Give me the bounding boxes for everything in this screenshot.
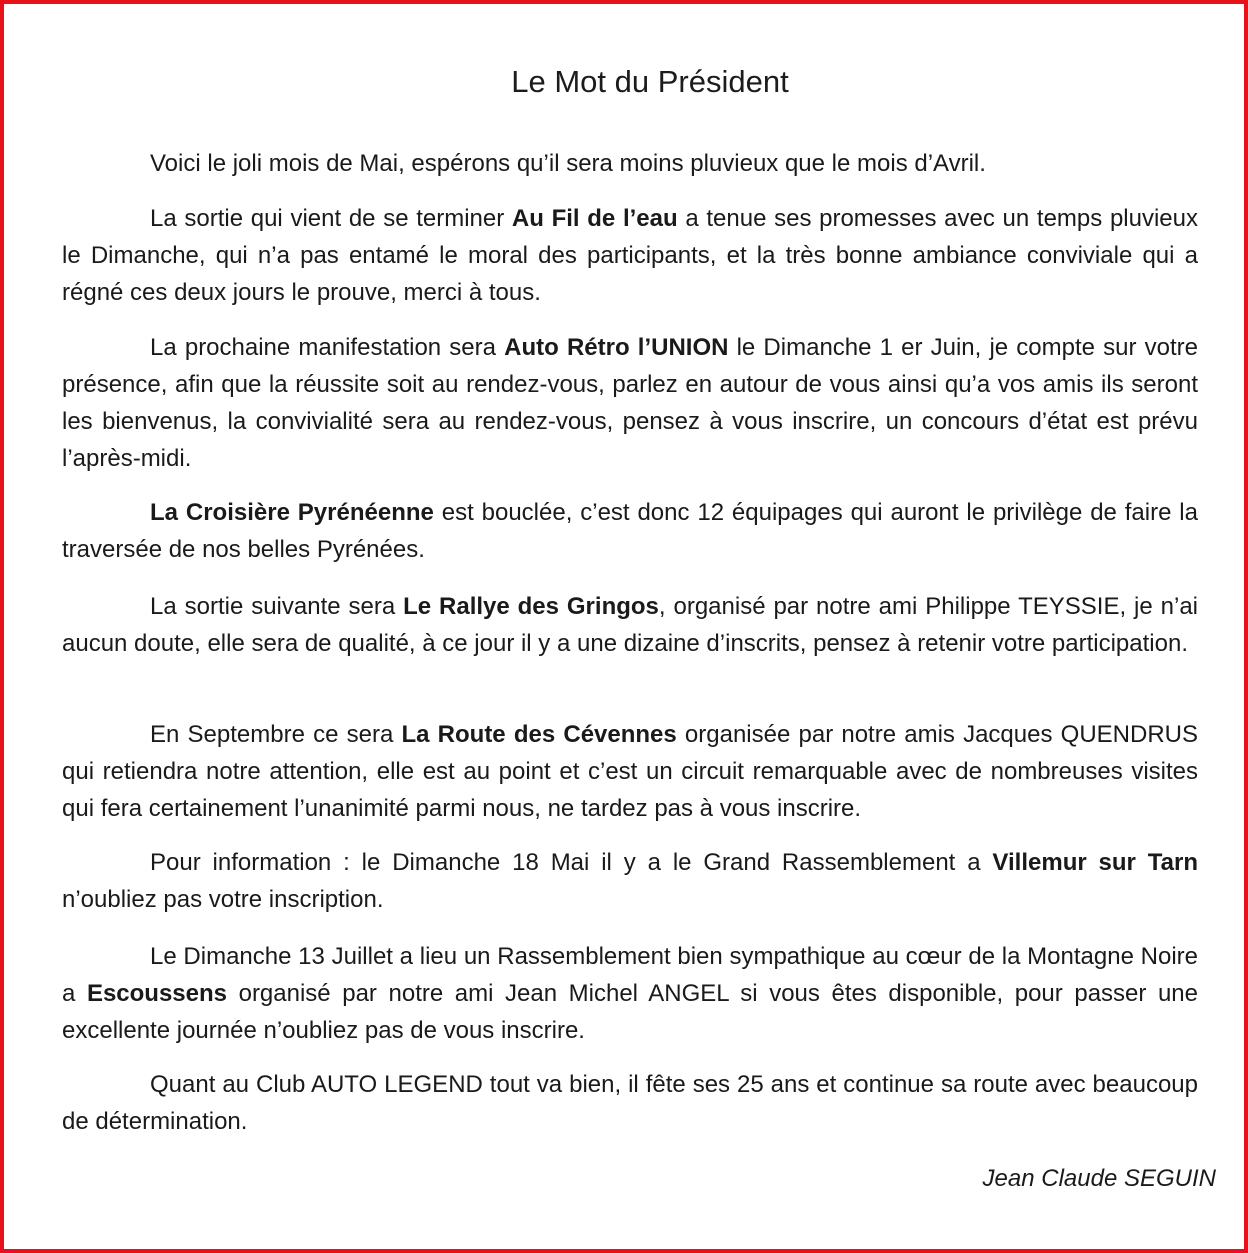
paragraph-text: En Septembre ce sera	[150, 721, 402, 748]
event-name-auto-retro: Auto Rétro l’UNION	[504, 334, 729, 361]
paragraph-text: La sortie suivante sera	[150, 593, 404, 620]
signature: Jean Claude SEGUIN	[982, 1165, 1216, 1192]
paragraph-text: le Dimanche 1 er Juin, je compte sur votre présence, afin que la réussite soit au rendez-vous, parlez en autour de vous ainsi qu’a vos amis ils seront les bienvenus, la convivialité sera au rendez-vous, pensez à vous inscrire, un concours d’état est prévu l’après-midi.	[62, 334, 1199, 472]
paragraph-escoussens	[62, 938, 1198, 1049]
paragraph-text: La prochaine manifestation sera	[150, 334, 505, 361]
paragraph-villemur	[62, 844, 1198, 918]
paragraph-auto-retro	[62, 329, 1198, 477]
paragraph-au-fil-de-leau	[62, 200, 1198, 311]
event-name-croisiere: La Croisière Pyrénéenne	[150, 499, 434, 526]
paragraph-text: Pour information : le Dimanche 18 Mai il y a le Grand Rassemblement a	[150, 849, 993, 876]
paragraph-text: Quant au Club AUTO LEGEND tout va bien, il fête ses 25 ans et continue sa route avec beaucoup de détermination.	[62, 1071, 1198, 1135]
paragraph-text: a tenue ses promesses avec un temps pluvieux le Dimanche, qui n’a pas entamé le moral des participants, et la très bonne ambiance conviviale qui a régné ces deux jours le prouve, merci à tous.	[62, 205, 1199, 306]
paragraph-text: Voici le joli mois de Mai, espérons qu’il sera moins pluvieux que le mois d’Avril.	[150, 150, 986, 177]
paragraph-text: est bouclée, c’est donc 12 équipages qui auront le privilège de faire la traversée de nos belles Pyrénées.	[62, 499, 1198, 563]
paragraph-croisiere	[62, 494, 1198, 568]
paragraph-text: Le Dimanche 13 Juillet a lieu un Rassemblement bien sympathique au cœur de la Montagne Noire a	[62, 943, 1198, 1007]
paragraph-intro	[62, 145, 1198, 182]
paragraph-text: n’oubliez pas votre inscription.	[62, 886, 384, 913]
paragraph-text: La sortie qui vient de se terminer	[150, 205, 512, 232]
paragraph-text: , organisé par notre ami Philippe TEYSSIE, je n’ai aucun doute, elle sera de qualité, à ce jour il y a une dizaine d’inscrits, pensez à retenir votre participation.	[62, 593, 1198, 657]
event-name-route-cevennes: La Route des Cévennes	[401, 721, 677, 748]
paragraph-rallye-gringos	[62, 588, 1198, 662]
paragraph-auto-legend	[62, 1066, 1198, 1140]
event-name-escoussens: Escoussens	[86, 980, 228, 1007]
paragraph-text: organisée par notre amis Jacques QUENDRUS qui retiendra notre attention, elle est au point et c’est un circuit remarquable avec de nombreuses visites qui fera certainement l’unanimité parmi nous, ne tardez pas à vous inscrire.	[62, 721, 1198, 822]
paragraph-route-cevennes	[62, 716, 1198, 827]
event-name-villemur: Villemur sur Tarn	[992, 849, 1198, 876]
paragraph-text: organisé par notre ami Jean Michel ANGEL si vous êtes disponible, pour passer une excellente journée n’oubliez pas de vous inscrire.	[62, 980, 1199, 1044]
event-name-rallye-gringos: Le Rallye des Gringos	[403, 593, 659, 620]
event-name-au-fil-de-leau: Au Fil de l’eau	[511, 205, 678, 232]
page-title: Le Mot du Président	[511, 64, 789, 99]
